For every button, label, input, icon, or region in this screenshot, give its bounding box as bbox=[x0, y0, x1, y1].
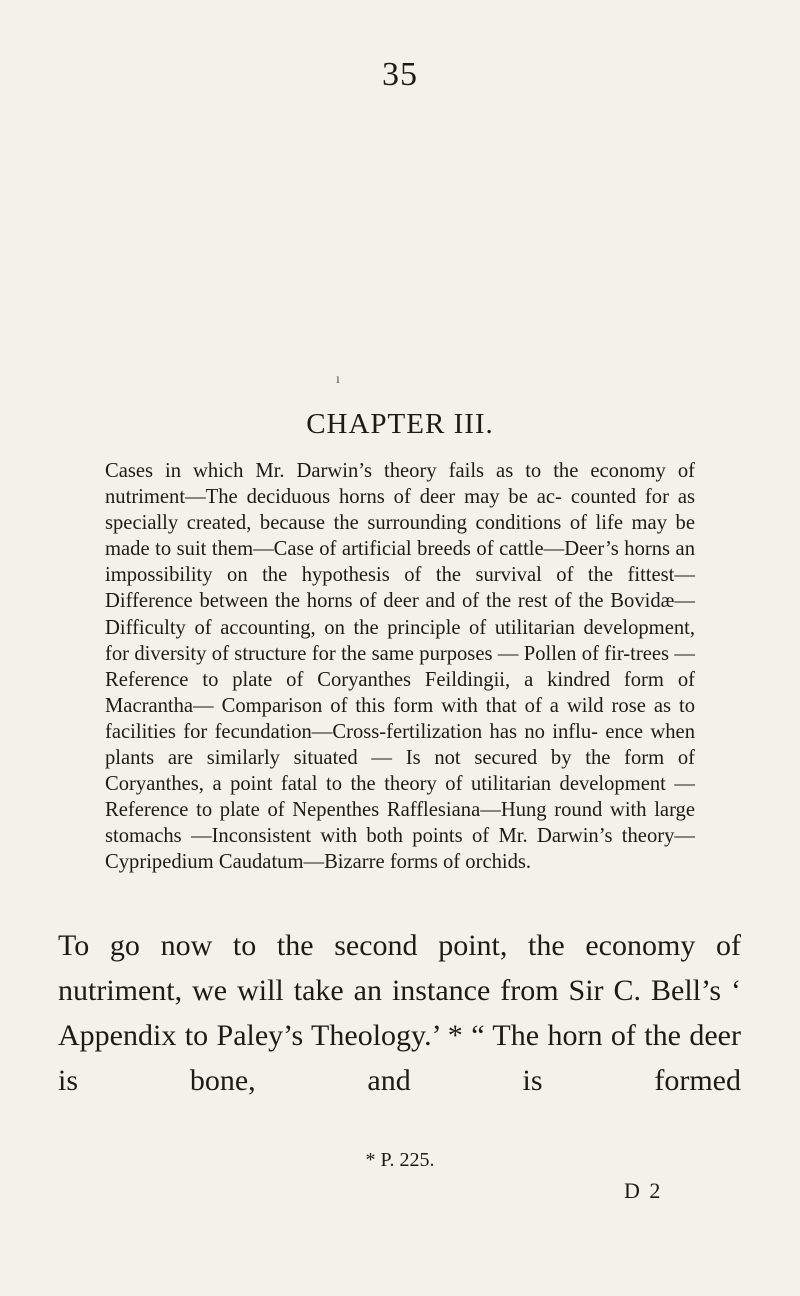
page-number: 35 bbox=[382, 56, 418, 93]
main-text: To go now to the second point, the economy of nutriment, we will take an instance from Sir C. Bell’s ‘ Appendix to Paley’s Theology.’ * “ The horn of the deer is bone, and is formed bbox=[58, 929, 741, 1097]
signature-mark: D 2 bbox=[624, 1178, 663, 1203]
chapter-title: CHAPTER III. bbox=[306, 408, 494, 440]
footnote: * P. 225. bbox=[365, 1149, 435, 1171]
chapter-summary: Cases in which Mr. Darwin’s theory fails as to the economy of nutriment—The deciduous horns of deer may be ac- counted for as specially created, because the surrounding conditions of life may be made to suit them—Case of artificial breeds of cattle—Deer’s horns an impossibility on the hypothesis of the survival of the fittest—Difference between the horns of deer and of the rest of the Bovidæ— Difficulty of accounting, on the principle of utilitarian development, for diversity of structure for the same purposes — Pollen of fir-trees — Reference to plate of Coryanthes Feildingii, a kindred form of Macrantha— Comparison of this form with that of a wild rose as to facilities for fecundation—Cross-fertilization has no influ- ence when plants are similarly situated — Is not secured by the form of Coryanthes, a point fatal to the theory of utilitarian development — Reference to plate of Nepenthes Rafflesiana—Hung round with large stomachs —Inconsistent with both points of Mr. Darwin’s theory— Cypripedium Caudatum—Bizarre forms of orchids. bbox=[105, 460, 695, 874]
stray-mark: ı bbox=[336, 372, 340, 387]
